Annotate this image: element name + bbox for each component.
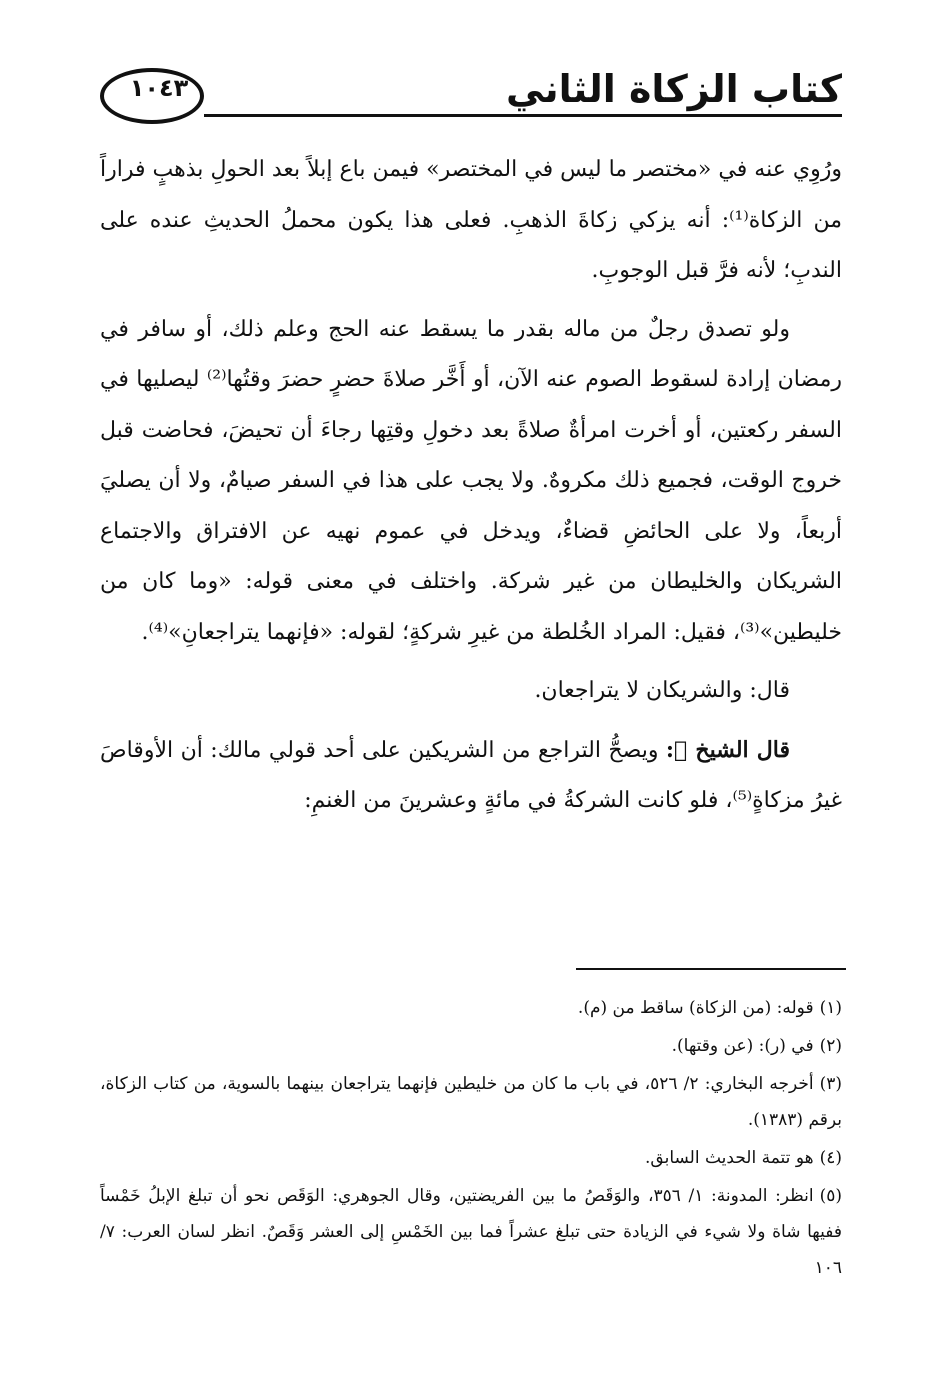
footnote-number: (٢): [819, 1036, 842, 1056]
paragraph-1: ورُوِي عنه في «مختصر ما ليس في المختصر» فيمن باع إبلاً بعد الحولِ بذهبٍ فراراً من الزكاة⁽¹⁾: أنه يزكي زكاةَ الذهبِ. فعلى هذا يكون محملُ الحديثِ عنده على الندبِ؛ لأنه فرَّ قبل الوجوبِ.: [100, 157, 842, 283]
footnote-number: (١): [819, 998, 842, 1018]
page-header: [100, 60, 842, 130]
book-title: كتاب الزكاة الثاني: [505, 67, 842, 111]
footnote-number: (٥): [819, 1186, 842, 1206]
paragraph-2: ولو تصدق رجلٌ من ماله بقدر ما يسقط عنه الحج وعلم ذلك، أو سافر في رمضان إرادة لسقوط الصوم عنه الآن، أو أَخَّر صلاةَ حضرٍ حضرَ وقتُها⁽²⁾ ليصليها في السفر ركعتين، أو أخرت امرأةٌ صلاةً بعد دخولِ وقتِها رجاءَ أن تحيضَ، فحاضت قبل خروج الوقت، فجميع ذلك مكروهٌ. ولا يجب على هذا في السفر صيامٌ، ولا أن يصليَ أربعاً، ولا على الحائضِ قضاءٌ، ويدخل في عموم نهيه عن الافتراق والاجتماع الشريكان والخليطان من غير شركة. واختلف في معنى قوله: «وما كان من خليطين»⁽³⁾، فقيل: المراد الخُلطة من غيرِ شركةٍ؛ لقوله: «فإنهما يتراجعانِ»⁽⁴⁾.: [100, 316, 842, 645]
header-rule: [204, 114, 842, 117]
footnote-number: (٤): [819, 1148, 842, 1168]
footnote-4: [100, 1140, 842, 1176]
footnote-1: [100, 990, 842, 1026]
paragraph-3: قال: والشريكان لا يتراجعان.: [534, 678, 790, 703]
footnotes: [100, 990, 842, 1288]
footnote-rule: [576, 968, 846, 970]
paragraph-4-text: ويصحُّ التراجع من الشريكين على أحد قولي مالك: أن الأوقاصَ غيرُ مزكاةٍ⁽⁵⁾، فلو كانت الشركةُ في مائةٍ وعشرينَ من الغنمِ:: [100, 737, 842, 813]
footnote-text: هو تتمة الحديث السابق.: [645, 1148, 814, 1168]
main-text: [100, 145, 842, 835]
footnote-text: أخرجه البخاري: ٢/ ٥٢٦، في باب ما كان من خليطين فإنهما يتراجعان بينهما بالسوية، من كتاب الزكاة، برقم (١٣٨٣).: [100, 1074, 842, 1130]
paragraph-4: [100, 725, 842, 827]
footnote-text: انظر: المدونة: ١/ ٣٥٦، والوَقَصُ ما بين الفريضتين، وقال الجوهري: الوَقَص نحو أن تبلغ الإبلُ خَمْساً ففيها شاة ولا شيء في الزيادة حتى تبلغ عشراً فما بين الخَمْسِ إلى العشر وَقَصٌ. انظر لسان العرب: ٧/ ١٠٦: [100, 1186, 842, 1278]
footnote-number: (٣): [819, 1074, 842, 1094]
footnote-2: [100, 1028, 842, 1064]
footnote-text: في (ر): (عن وقتها).: [671, 1036, 814, 1056]
footnote-5: [100, 1178, 842, 1286]
footnote-text: قوله: (من الزكاة) ساقط من (م).: [577, 998, 814, 1018]
sheikh-lead: قال الشيخ ﷬:: [665, 736, 790, 763]
footnote-3: [100, 1066, 842, 1138]
page-number: ١٠٤٣: [129, 74, 189, 102]
